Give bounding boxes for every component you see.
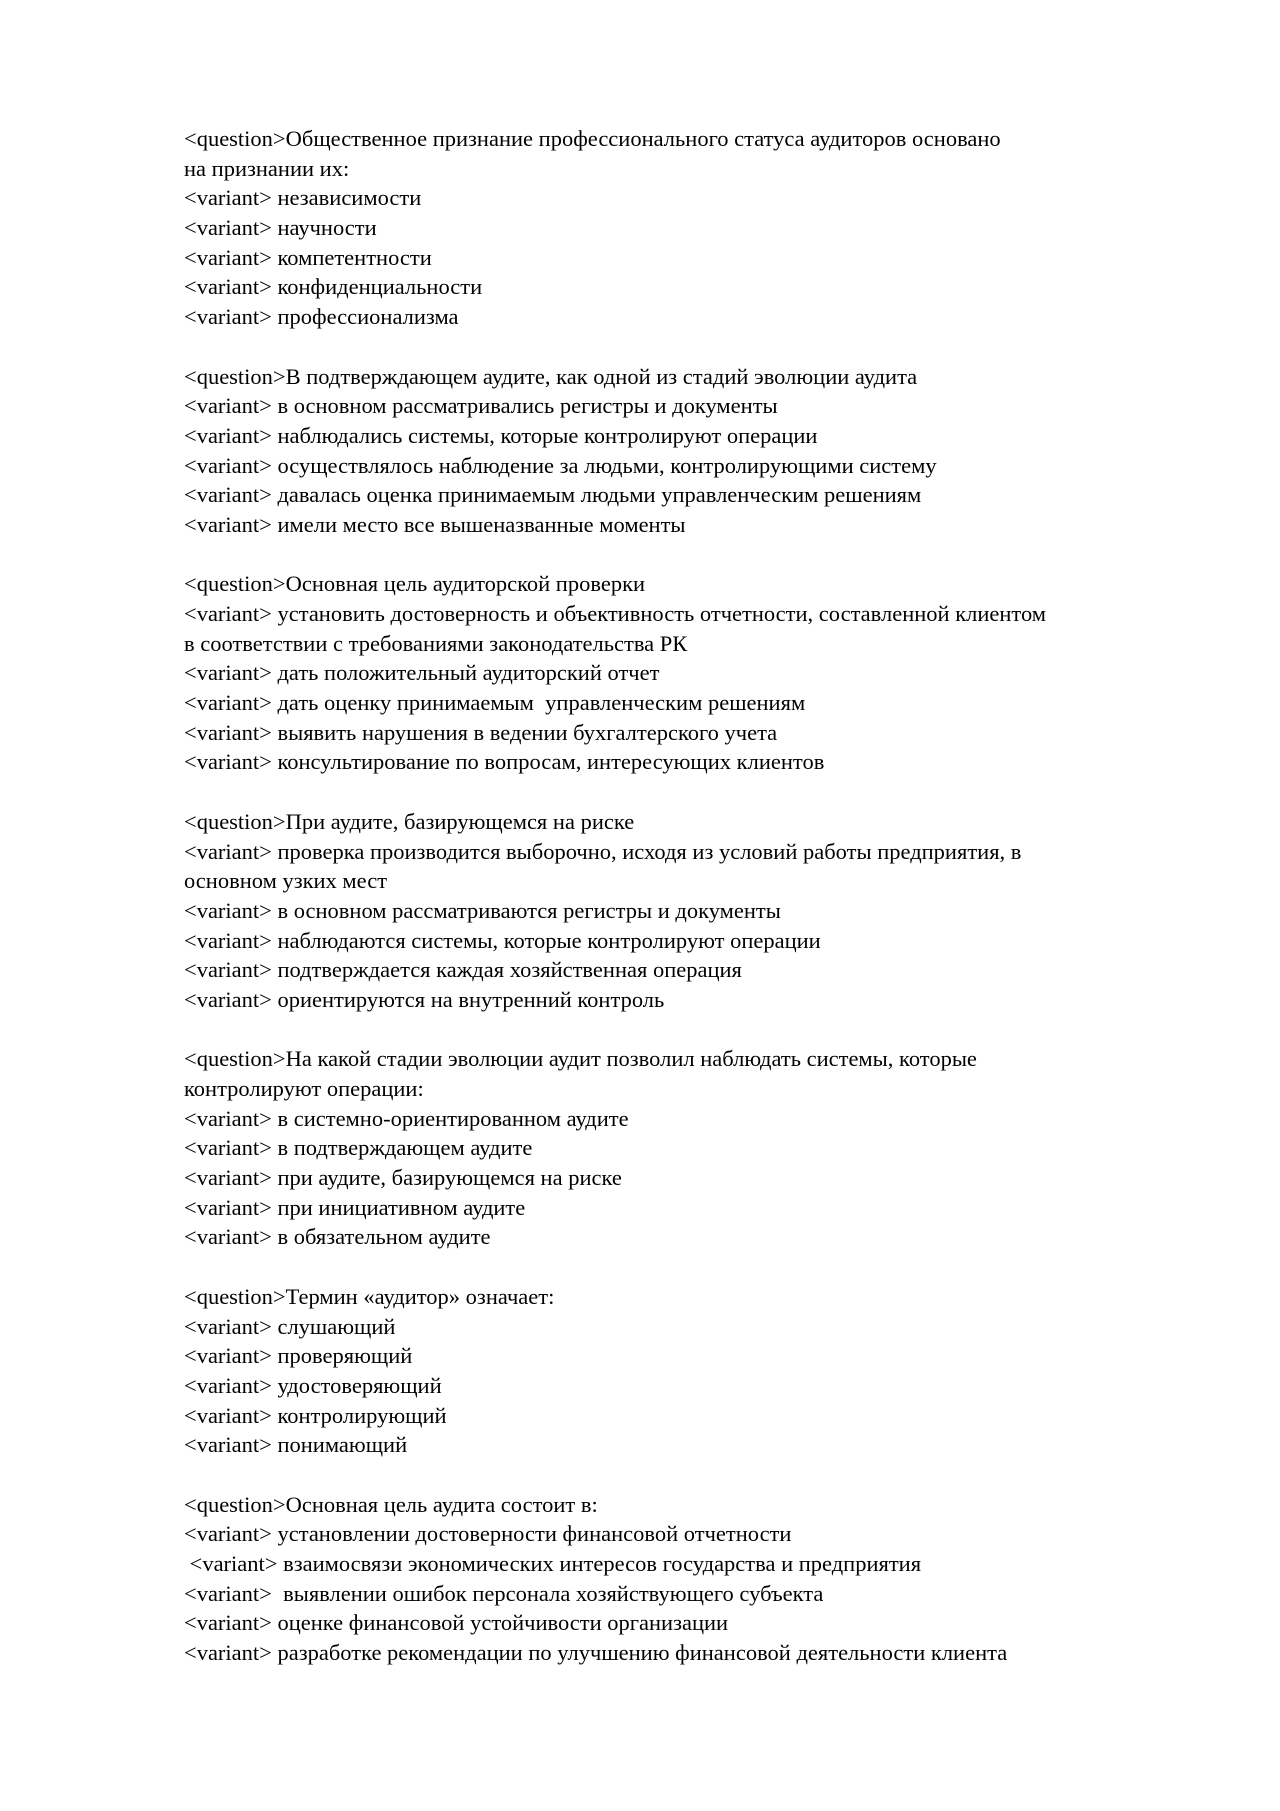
variant-line: <variant> имели место все вышеназванные моменты — [184, 511, 686, 537]
variant-line: <variant> наблюдались системы, которые контролируют операции — [184, 422, 818, 448]
blank-line — [184, 777, 1184, 807]
question-text-continued: контролируют операции: — [184, 1076, 424, 1101]
question-block-4 — [184, 807, 1184, 1015]
variant-line: <variant> давалась оценка принимаемым людьми управленческим решениям — [184, 482, 922, 508]
variant-line: <variant> в системно-ориентированном аудите — [184, 1105, 629, 1131]
variant-line: <variant> в подтверждающем аудите — [184, 1135, 533, 1161]
question-block-6 — [184, 1282, 1184, 1460]
variant-line: <variant> удостоверяющий — [184, 1372, 442, 1398]
variant-line: <variant> разработке рекомендации по улучшению финансовой деятельности клиента — [184, 1640, 1008, 1666]
variant-line: <variant> дать оценку принимаемым управленческим решениям — [184, 690, 806, 716]
question-text: <question>На какой стадии эволюции аудит позволил наблюдать системы, которые — [184, 1046, 977, 1072]
variant-line: <variant> компетентности — [184, 244, 432, 270]
variant-line: <variant> оценке финансовой устойчивости организации — [184, 1610, 729, 1636]
variant-line: <variant> проверяющий — [184, 1343, 413, 1369]
question-block-3 — [184, 569, 1184, 777]
question-text-continued: на признании их: — [184, 155, 350, 181]
question-block-2 — [184, 362, 1184, 540]
question-text: <question>При аудите, базирующемся на риске — [184, 808, 635, 834]
question-block-5 — [184, 1044, 1184, 1252]
variant-line: <variant> выявлении ошибок персонала хозяйствующего субъекта — [184, 1580, 824, 1606]
variant-line-continued: в соответствии с требованиями законодательства РК — [184, 630, 688, 656]
variant-line: <variant> слушающий — [184, 1313, 396, 1339]
variant-line: <variant> установлении достоверности финансовой отчетности — [184, 1521, 792, 1547]
blank-line — [184, 1015, 1184, 1045]
variant-line: <variant> взаимосвязи экономических интересов государства и предприятия — [184, 1551, 922, 1576]
variant-line: <variant> выявить нарушения в ведении бухгалтерского учета — [184, 719, 778, 745]
document-page — [184, 124, 1184, 1668]
question-text: <question>В подтверждающем аудите, как одной из стадий эволюции аудита — [184, 363, 918, 389]
question-block-7 — [184, 1490, 1184, 1668]
variant-line: <variant> в основном рассматриваются регистры и документы — [184, 897, 781, 923]
blank-line — [184, 1460, 1184, 1490]
question-text: <question>Термин «аудитор» означает: — [184, 1283, 555, 1309]
variant-line: <variant> осуществлялось наблюдение за людьми, контролирующими систему — [184, 452, 937, 478]
variant-line: <variant> наблюдаются системы, которые контролируют операции — [184, 927, 821, 953]
variant-line: <variant> подтверждается каждая хозяйственная операция — [184, 957, 742, 983]
variant-line: <variant> консультирование по вопросам, интересующих клиентов — [184, 749, 825, 775]
variant-line: <variant> конфиденциальности — [184, 274, 483, 300]
question-block-1 — [184, 124, 1184, 332]
blank-line — [184, 332, 1184, 362]
variant-line-continued: основном узких мест — [184, 868, 388, 894]
question-text: <question>Общественное признание профессионального статуса аудиторов основано — [184, 126, 1001, 151]
variant-line: <variant> независимости — [184, 185, 422, 211]
variant-line: <variant> ориентируются на внутренний контроль — [184, 986, 665, 1012]
variant-line: <variant> установить достоверность и объективность отчетности, составленной клиентом — [184, 601, 1047, 626]
variant-line: <variant> при аудите, базирующемся на риске — [184, 1165, 622, 1191]
blank-line — [184, 1252, 1184, 1282]
variant-line: <variant> при инициативном аудите — [184, 1194, 526, 1220]
blank-line — [184, 540, 1184, 570]
variant-line: <variant> в основном рассматривались регистры и документы — [184, 393, 778, 419]
variant-line: <variant> научности — [184, 215, 377, 241]
question-text: <question>Основная цель аудиторской проверки — [184, 571, 646, 597]
variant-line: <variant> проверка производится выборочно, исходя из условий работы предприятия, в — [184, 838, 1022, 864]
variant-line: <variant> дать положительный аудиторский отчет — [184, 660, 660, 686]
variant-line: <variant> профессионализма — [184, 304, 459, 330]
variant-line: <variant> в обязательном аудите — [184, 1224, 491, 1250]
variant-line: <variant> контролирующий — [184, 1402, 447, 1428]
variant-line: <variant> понимающий — [184, 1432, 408, 1458]
question-text: <question>Основная цель аудита состоит в: — [184, 1491, 598, 1517]
